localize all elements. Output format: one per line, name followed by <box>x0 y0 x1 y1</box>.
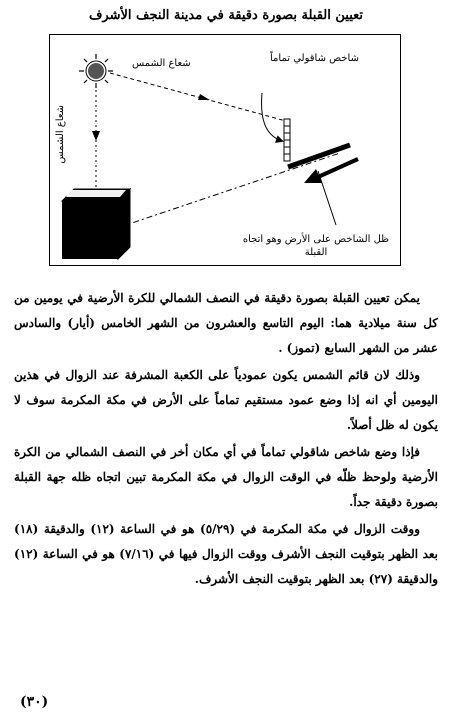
paragraph: ووقت الزوال في مكة المكرمة في (٥/٢٩) هو في الساعة (١٢) والدقيقة (١٨) بعد الظهر بتوقيت النجف الأشرف ووقت الزوال فيها في (٧/١٦) هو في الساعة (١٢) والدقيقة (٢٧) بعد الظهر بتوقيت النجف الأشرف. <box>14 522 438 586</box>
sun-ray-label-top: شعاع الشمس <box>132 58 191 69</box>
paragraph: يمكن تعيين القبلة بصورة دقيقة في النصف الشمالي للكرة الأرضية في يومين من كل سنة ميلادية هما: اليوم التاسع والعشرون من الشهر الخامس (أيار) والسادس عشر من الشهر السابع (تموز) . <box>14 291 438 355</box>
shadow-label: ظل الشاخص على الأرض وهو اتجاه القبلة <box>242 234 390 258</box>
sun-icon <box>79 54 113 88</box>
vertical-rod <box>284 119 290 161</box>
kaaba-cube <box>62 189 130 259</box>
page-title: تعيين القبلة بصورة دقيقة في مدينة النجف الأشرف <box>88 8 364 23</box>
sun-ray-label-side: شعاع الشمس <box>55 105 66 164</box>
paragraph: فإذا وضع شاخص شاقولي تماماً في أي مكان أخر في النصف الشمالي من الكرة الأرضية ولوحظ ظلّه في الوقت الزوال في مكة المكرمة تبين اتجاه ظله جهة القبلة بصورة دقيقة جداً. <box>14 445 438 509</box>
rod-label: شاخص شاقولي تماماً <box>270 53 359 64</box>
page-number: (٣٠) <box>20 694 49 710</box>
body-text <box>14 286 438 594</box>
qibla-diagram <box>49 34 401 266</box>
paragraph: وذلك لان قائم الشمس يكون عمودياً على الكعبة المشرفة عند الزوال في هذين اليومين أي انه إذا وضع عمود مستقيم تماماً على الأرض في مكة المكرمة سوف لا يكون له ظل أصلاً. <box>14 368 438 432</box>
